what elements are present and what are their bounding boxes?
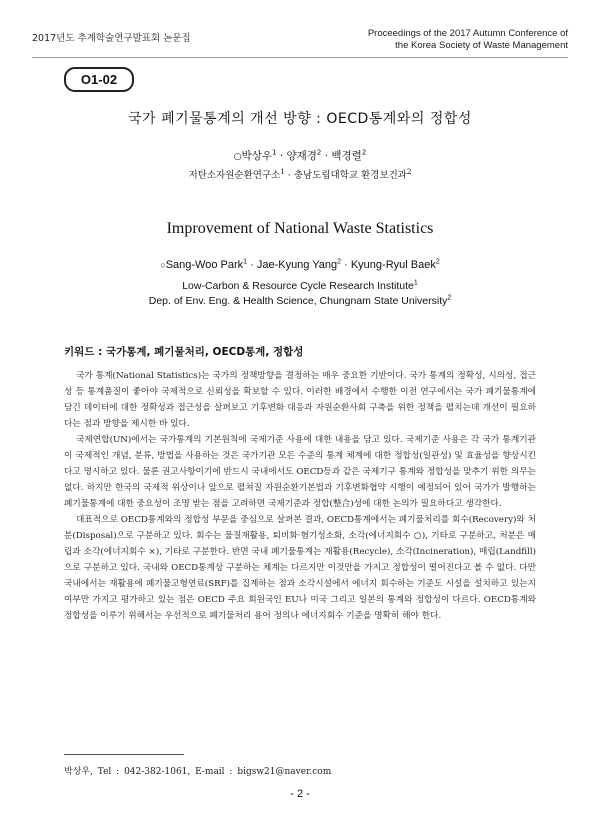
author-en-3: Kyung-Ryul Baek [350, 259, 436, 271]
affil-en-1-mark: 1 [413, 279, 418, 287]
authors-korean [0, 148, 600, 163]
author-separator: · [247, 259, 257, 271]
paragraph: 국가 통계(National Statistics)는 국가의 정책방향을 결정하는 매우 중요한 기반이다. 국가 통계의 정확성, 시의성, 접근성 등 통계품질이 좋아야 국제적으로 신뢰성을 확보할 수 있다. 이러한 배경에서 수행한 이전 연구에서는 국가 폐기물통계에 담긴 데이터에 대한 정확성과 접근성을 살펴보고 기후변화 대응과 자원순환사회 구축을 위한 정책을 펼치는데 개선이 필요하다는 점과 방향을 제시한 바 있다. [64, 371, 536, 429]
footnote-divider [64, 754, 184, 755]
keywords: 키워드 : 국가통계, 폐기물처리, OECD통계, 정합성 [64, 346, 304, 358]
author-ko-3: 백경렬 [331, 150, 362, 162]
affil-ko-1-mark: 1 [280, 167, 285, 176]
header-en-line2: the Korea Society of Waste Management [395, 40, 568, 51]
affil-ko-2-mark: 2 [407, 167, 412, 176]
affil-separator: · [284, 170, 294, 181]
author-separator: · [276, 150, 287, 162]
author-separator: · [321, 150, 332, 162]
affil-ko-1: 저탄소자원순환연구소 [188, 170, 281, 181]
affiliation-english-1 [0, 280, 600, 292]
author-en-2-affil: 2 [337, 258, 342, 266]
affil-en-2-mark: 2 [447, 294, 452, 302]
author-en-2: Jae-Kyung Yang [256, 259, 338, 271]
header-conference-en [268, 28, 568, 52]
affiliation-english-2 [0, 295, 600, 307]
title-korean: 국가 폐기물통계의 개선 방향 : OECD통계와의 정합성 [128, 111, 472, 127]
paper-code-badge: O1-02 [64, 67, 134, 92]
author-en-3-affil: 2 [435, 258, 440, 266]
author-ko-3-affil: 2 [361, 148, 367, 157]
affiliations-korean [0, 167, 600, 181]
affil-en-2: Dep. of Env. Eng. & Health Science, Chungnam State University [148, 295, 448, 307]
header-divider [32, 57, 568, 58]
author-ko-2: 양재경 [286, 150, 317, 162]
author-ko-1-affil: 1 [271, 148, 277, 157]
author-ko-1: 박상우 [241, 150, 272, 162]
paragraph: 국제연합(UN)에서는 국가통계의 기본원칙에 국제기준 사용에 대한 내용을 담고 있다. 국제기준 사용은 각 국가 통계기관이 국제적인 개념, 분류, 방법을 사용하는 것은 국가기관 모든 수준의 통계 체계에 대한 정합성(일관성) 및 효율성을 향상시킨다고 명시하고 있다. 물론 권고사항이기에 반드시 국내에서도 OECD등과 같은 국제기구 통계와 정합성을 맞추기 위한 의무는 없다. 하지만 한국의 국제적 위상이나 앞으로 펼쳐질 자원순환기본법과 기후변화협약 시행이 예정되어 있어 국가가 발행하는 폐기물통계에 대한 중요성이 조명 받는 점을 고려하면 국제기준과 정합(整合)성에 대한 논의가 필요하다고 생각한다. [64, 435, 536, 509]
affil-en-1: Low-Carbon & Resource Cycle Research Institute [182, 280, 414, 292]
affil-ko-2: 충남도립대학교 환경보건과 [293, 170, 407, 181]
title-english: Improvement of National Waste Statistics [166, 220, 434, 237]
authors-english [0, 259, 600, 271]
page-number: - 2 - [290, 788, 310, 800]
header-en-line1: Proceedings of the 2017 Autumn Conference of [367, 28, 568, 39]
paragraph: 대표적으로 OECD통계와의 정합성 부문을 중심으로 살펴본 결과, OECD통계에서는 폐기물처리를 회수(Recovery)와 처분(Disposal)으로 구분하고 있다. 회수는 물질재활용, 퇴비화·혐기성소화, 소각(에너지회수 ○), 기타로 구분하고, 처분은 매립과 소각(에너지회수 ×), 기타로 구분한다. 반면 국내 폐기물통계는 재활용(Recycle), 소각(Incineration), 매립(Landfill)으로 구분하고 있다. 국내와 OECD통계상 구분하는 체계는 다르지만 이것만을 가지고 정합성이 떨어진다고 볼 수 없다. 다만 국내에서는 재활용에 폐기물고형연료(SRF)를 집계하는 점과 소각시설에서 에너지 회수하는 기준도 시설을 설치하고 있는지 여부만 가지고 평가하고 있는 점은 OECD 주요 회원국인 EU나 미국 그리고 일본의 통계와 정합성이 다르다. OECD통계와 정합성을 이루기 위해서는 우선적으로 폐기물처리 용어 정의나 에너지회수 기준을 명확히 해야 한다. [64, 515, 536, 621]
author-en-1: Sang-Woo Park [165, 259, 244, 271]
author-en-1-affil: 1 [243, 258, 248, 266]
author-separator: · [341, 259, 351, 271]
header-conference-ko: 2017년도 추계학술연구발표회 논문집 [32, 33, 191, 44]
abstract-body [64, 368, 536, 624]
footnote-contact: 박상우, Tel : 042-382-1061, E-mail : bigsw21@naver.com [64, 767, 332, 777]
presenter-mark: ○ [160, 260, 166, 270]
presenter-mark: ○ [233, 152, 242, 162]
author-ko-2-affil: 2 [316, 148, 322, 157]
